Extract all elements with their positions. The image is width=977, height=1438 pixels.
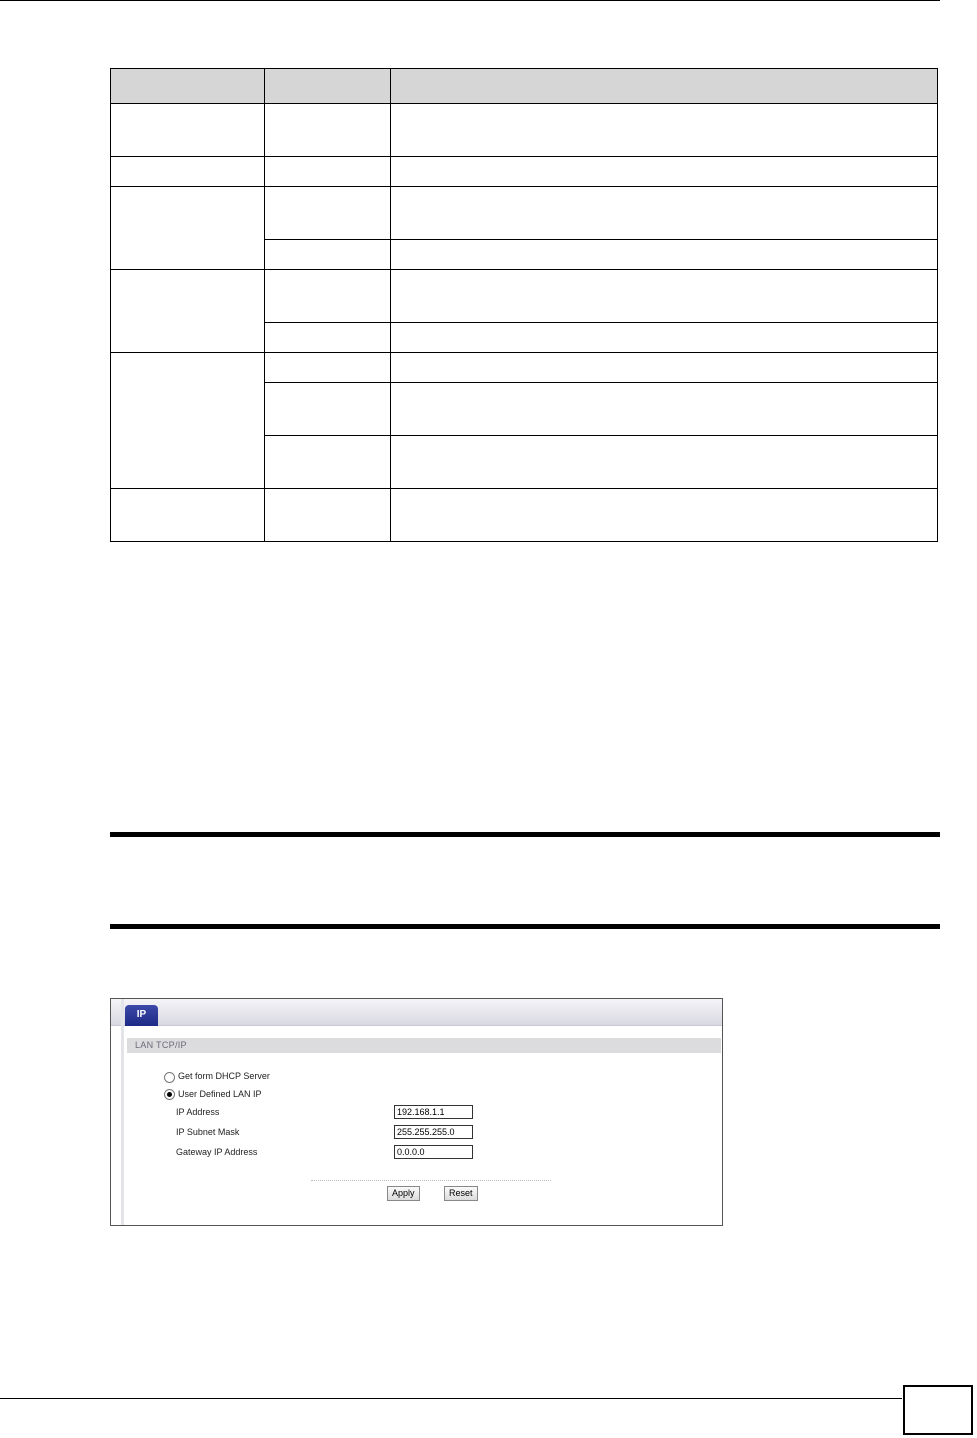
panel-left-border xyxy=(121,999,124,1225)
table-cell xyxy=(391,187,938,240)
table-cell xyxy=(265,104,391,157)
table-row xyxy=(111,187,938,240)
gateway-label: Gateway IP Address xyxy=(176,1147,258,1157)
table-row xyxy=(111,104,938,157)
table-row xyxy=(111,157,938,187)
table-cell xyxy=(391,157,938,187)
gateway-input[interactable] xyxy=(394,1145,473,1159)
table-cell xyxy=(391,353,938,383)
table-cell xyxy=(111,489,265,542)
dhcp-radio[interactable] xyxy=(164,1072,175,1083)
footer-rule xyxy=(0,1398,902,1399)
table-cell xyxy=(391,383,938,436)
table-cell xyxy=(391,323,938,353)
subnet-mask-input[interactable] xyxy=(394,1125,473,1139)
ip-config-screenshot xyxy=(110,998,723,1226)
ip-address-input[interactable] xyxy=(394,1105,473,1119)
table-row xyxy=(111,270,938,323)
table-cell xyxy=(111,187,265,270)
subnet-mask-label: IP Subnet Mask xyxy=(176,1127,240,1137)
table-cell xyxy=(111,157,265,187)
tab-bar xyxy=(111,999,722,1026)
section-title: LAN TCP/IP xyxy=(127,1038,721,1053)
table-cell xyxy=(265,353,391,383)
user-defined-radio-label: User Defined LAN IP xyxy=(178,1089,262,1099)
table-header-cell xyxy=(265,69,391,104)
table-cell xyxy=(391,489,938,542)
header-rule xyxy=(0,0,940,1)
table-cell xyxy=(111,104,265,157)
table-header-cell xyxy=(111,69,265,104)
separator xyxy=(311,1180,551,1181)
page-number-box xyxy=(903,1385,973,1435)
table-row xyxy=(111,353,938,383)
table-row xyxy=(111,489,938,542)
table-cell xyxy=(265,270,391,323)
table-cell xyxy=(111,270,265,353)
description-table xyxy=(110,68,938,542)
ip-address-label: IP Address xyxy=(176,1107,220,1117)
table-cell xyxy=(265,489,391,542)
dhcp-radio-label: Get form DHCP Server xyxy=(178,1071,270,1081)
apply-button[interactable]: Apply xyxy=(387,1186,420,1201)
reset-button[interactable]: Reset xyxy=(444,1186,478,1201)
table-cell xyxy=(265,436,391,489)
table-cell xyxy=(265,187,391,240)
table-header-cell xyxy=(391,69,938,104)
table-cell xyxy=(265,157,391,187)
note-top-rule xyxy=(110,832,940,837)
table-cell xyxy=(265,383,391,436)
table-cell xyxy=(391,240,938,270)
table-cell xyxy=(265,240,391,270)
user-defined-radio[interactable] xyxy=(164,1089,175,1100)
table-cell xyxy=(111,353,265,489)
table-cell xyxy=(265,323,391,353)
table-cell xyxy=(391,104,938,157)
table-cell xyxy=(391,436,938,489)
table-cell xyxy=(391,270,938,323)
tab-ip[interactable]: IP xyxy=(125,1005,158,1026)
note-bottom-rule xyxy=(110,924,940,929)
table-header-row xyxy=(111,69,938,104)
